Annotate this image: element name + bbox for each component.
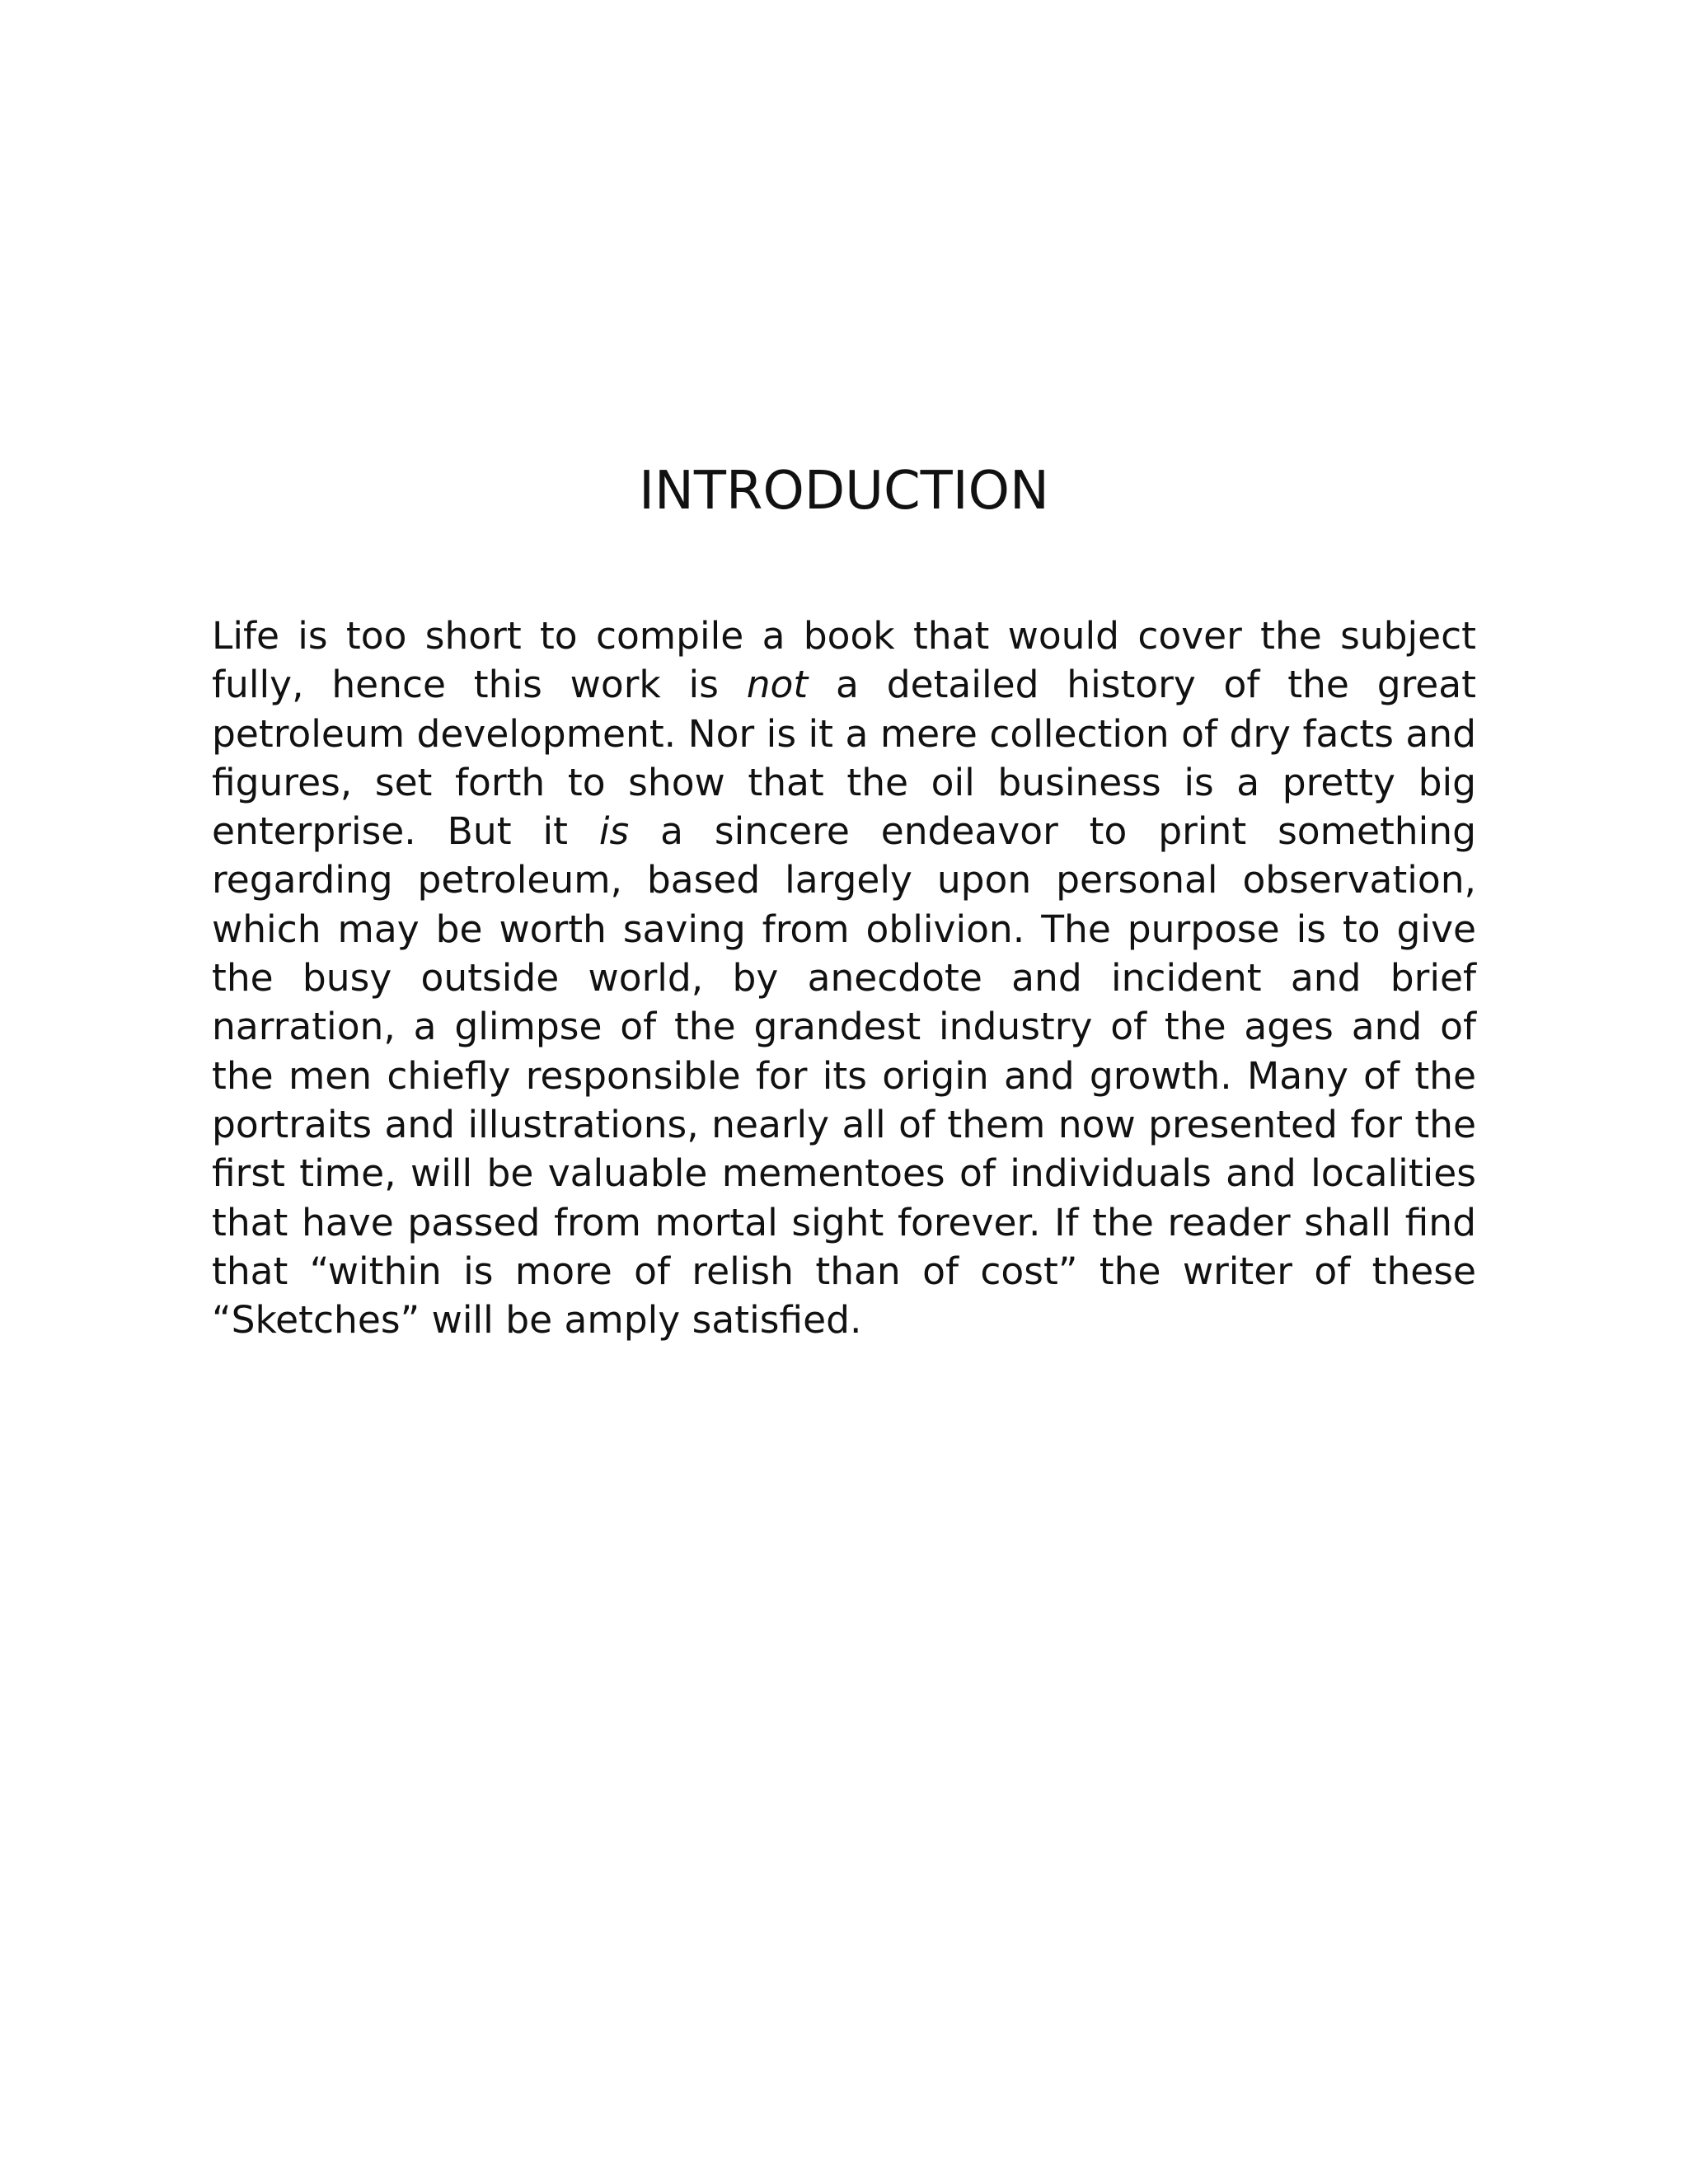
- emphasis-not: not: [746, 663, 809, 707]
- paragraph-text-part-1: Life is too short to compile a book that would cover the subject fully, hence this work is: [212, 614, 1476, 707]
- paragraph-text-part-3: a sincere endeavor to print something regarding petroleum, based largely upon personal observation, which may be worth saving from oblivion. The purpose is to give the busy outside world, by anecdote and incident and brief narration, a glimpse of the grandest industry of the ages and of the men chiefly responsible for its origin and growth. Many of the portraits and illustrations, nearly all of them now presented for the first time, will be valuable mementoes of individuals and localities that have passed from mortal sight forever. If the reader shall find that “within is more of relish than of cost” the writer of these “Sketches” will be amply satisfied.: [212, 809, 1476, 1343]
- page-title: INTRODUCTION: [639, 461, 1049, 522]
- paragraph-text-part-2: a detailed history of the great petroleum development. Nor is it a mere collection of dry facts and figures, set forth to show that the oil business is a pretty big enterprise. But it: [212, 663, 1476, 854]
- emphasis-is: is: [598, 809, 630, 854]
- introduction-paragraph: [212, 612, 1476, 1344]
